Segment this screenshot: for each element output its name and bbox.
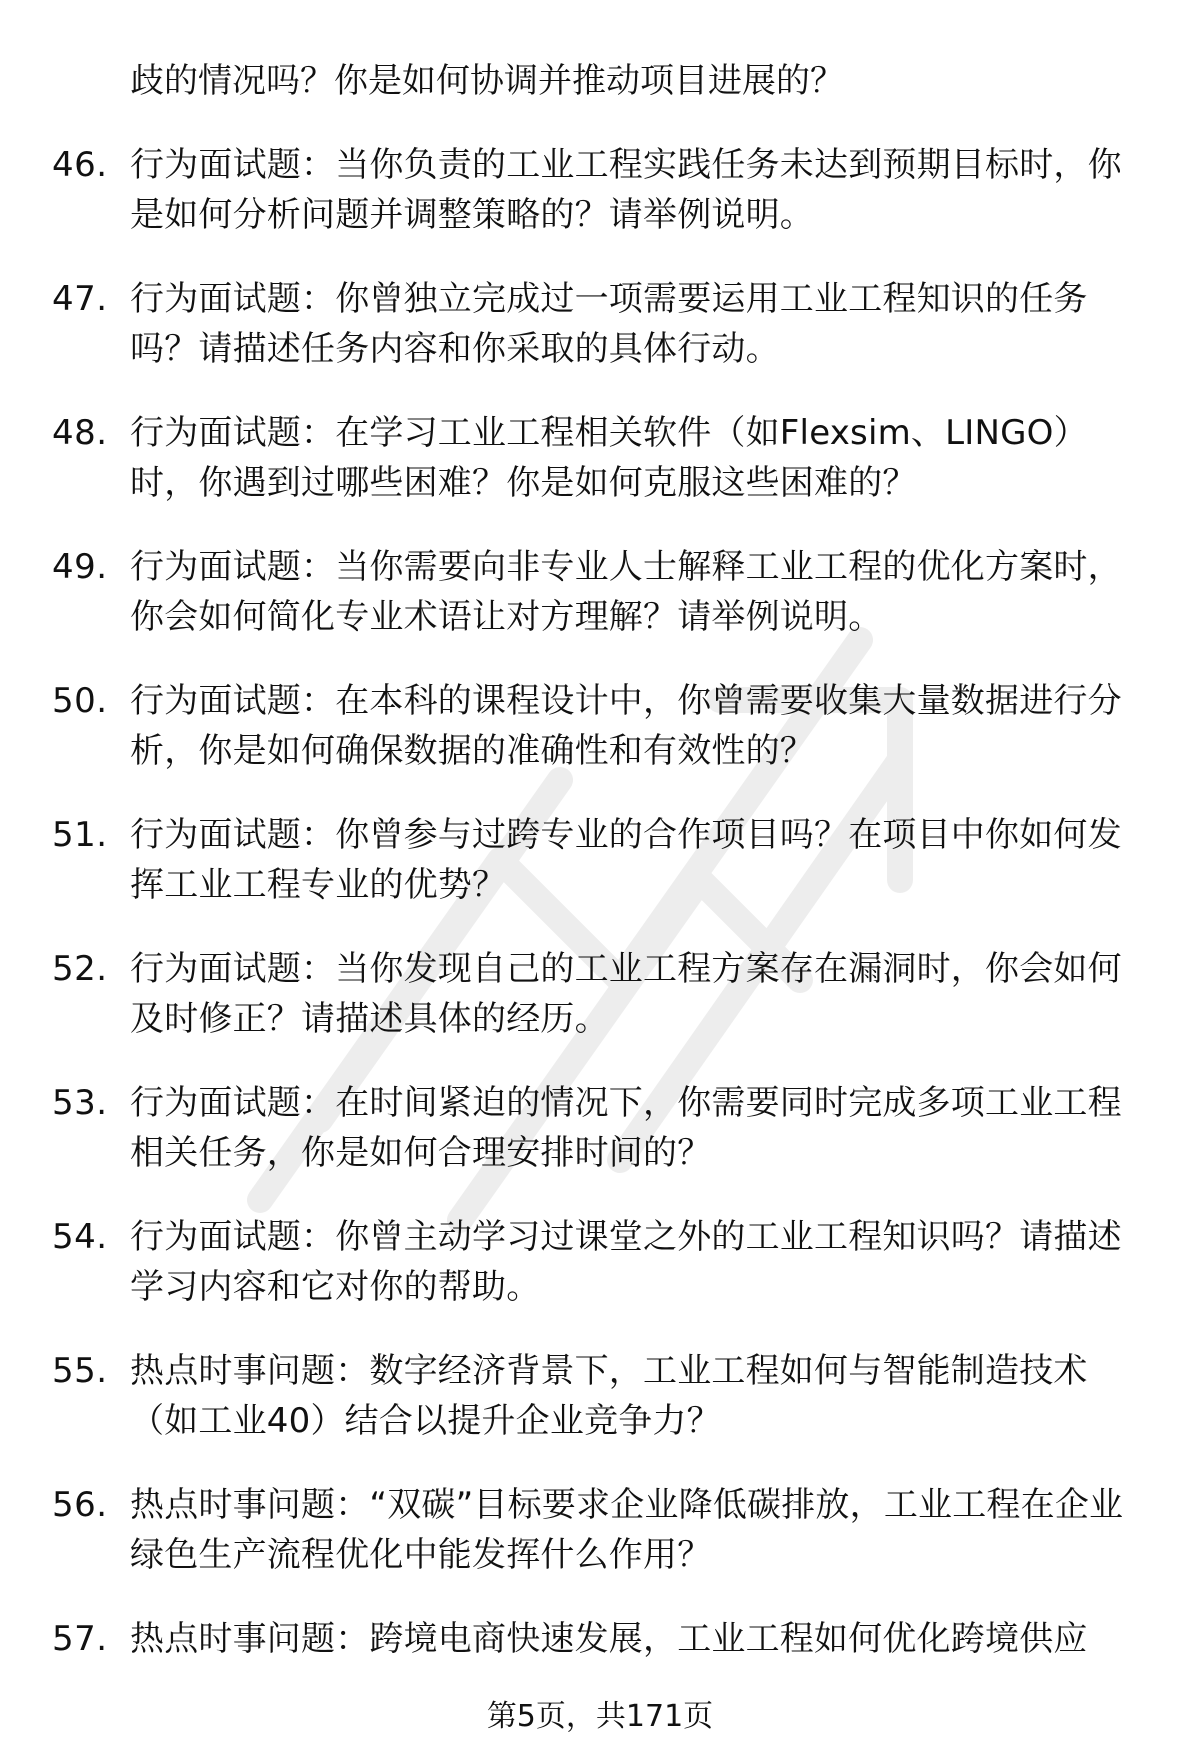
question-number: 50. [52,681,108,721]
question-text: 行为面试题：在时间紧迫的情况下，你需要同时完成多项工业工程相关任务，你是如何合理安排时间的？ [130,1083,1122,1173]
list-item [0,1078,1200,1178]
list-item [0,408,1200,508]
question-number: 56. [52,1485,108,1525]
list-item [0,810,1200,910]
list-item [0,274,1200,374]
question-number: 52. [52,949,108,989]
question-text: 热点时事问题：“双碳”目标要求企业降低碳排放，工业工程在企业绿色生产流程优化中能发挥什么作用？ [130,1485,1124,1575]
question-number: 54. [52,1217,108,1257]
question-text: 行为面试题：你曾主动学习过课堂之外的工业工程知识吗？请描述学习内容和它对你的帮助。 [130,1217,1122,1307]
list-item [0,542,1200,642]
list-item [0,140,1200,240]
list-item [0,944,1200,1044]
question-number: 55. [52,1351,108,1391]
question-text: 行为面试题：在学习工业工程相关软件（如Flexsim、LINGO）时，你遇到过哪些困难？你是如何克服这些困难的？ [130,413,1088,503]
list-item [0,1346,1200,1446]
question-list [0,56,1200,1664]
list-item [0,1614,1200,1664]
question-text: 行为面试题：当你需要向非专业人士解释工业工程的优化方案时，你会如何简化专业术语让对方理解？请举例说明。 [130,547,1122,637]
question-number: 49. [52,547,108,587]
question-text: 行为面试题：当你发现自己的工业工程方案存在漏洞时，你会如何及时修正？请描述具体的经历。 [130,949,1122,1039]
question-text: 行为面试题：当你负责的工业工程实践任务未达到预期目标时，你是如何分析问题并调整策略的？请举例说明。 [130,145,1122,235]
question-number: 46. [52,145,108,185]
list-item [0,1212,1200,1312]
question-number: 51. [52,815,108,855]
question-text: 热点时事问题：数字经济背景下，工业工程如何与智能制造技术（如工业40）结合以提升企业竞争力？ [130,1351,1088,1441]
question-text: 行为面试题：你曾参与过跨专业的合作项目吗？在项目中你如何发挥工业工程专业的优势？ [130,815,1122,905]
question-number: 57. [52,1619,108,1659]
question-text: 行为面试题：你曾独立完成过一项需要运用工业工程知识的任务吗？请描述任务内容和你采取的具体行动。 [130,279,1088,369]
question-number: 47. [52,279,108,319]
question-number: 48. [52,413,108,453]
question-number: 53. [52,1083,108,1123]
list-item [0,676,1200,776]
page-number-footer: 第5页，共171页 [486,1699,714,1734]
question-text: 热点时事问题：跨境电商快速发展，工业工程如何优化跨境供应 [130,1619,1088,1659]
question-text: 行为面试题：在本科的课程设计中，你曾需要收集大量数据进行分析，你是如何确保数据的准确性和有效性的？ [130,681,1122,771]
list-item [0,1480,1200,1580]
question-continuation-text: 歧的情况吗？你是如何协调并推动项目进展的？ [130,61,844,101]
